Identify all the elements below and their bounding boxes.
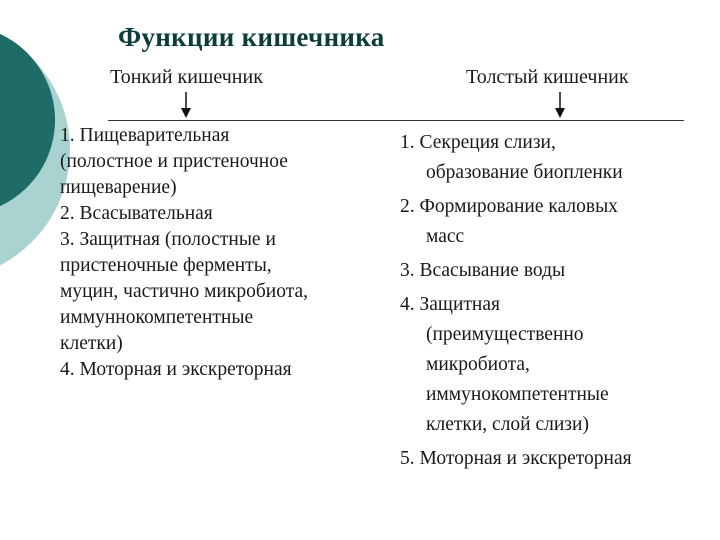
left-column-heading: Тонкий кишечник [110,66,263,88]
left-line: пищеварение) [60,177,177,198]
right-line: 3. Всасывание воды [400,260,566,281]
right-line: микробиота, [426,354,530,375]
left-line: (полостное и пристеночное [60,151,288,172]
divider-line [108,120,684,121]
right-line: (преимущественно [426,324,584,345]
left-arrow-icon [181,92,191,118]
left-line: 2. Всасывательная [60,203,213,224]
right-line: образование биопленки [426,162,623,183]
page-title: Функции кишечника [118,22,385,52]
large-intestine-functions [400,130,632,472]
left-line: 3. Защитная (полостные и [60,229,276,250]
left-line: муцин, частично микробиота, [60,281,308,302]
left-line: иммуннокомпетентные [60,307,254,328]
right-line: 1. Секреция слизи, [400,132,556,153]
small-intestine-functions [60,123,308,383]
left-line: 4. Моторная и экскреторная [60,359,292,380]
left-line: 1. Пищеварительная [60,125,230,146]
right-line: иммунокомпетентные [426,384,609,405]
right-line: клетки, слой слизи) [426,414,589,435]
right-line: масс [426,226,465,247]
left-line: пристеночные ферменты, [60,255,272,276]
right-line: 5. Моторная и экскреторная [400,448,632,469]
right-line: 2. Формирование каловых [400,196,618,217]
right-column-heading: Толстый кишечник [466,66,629,88]
left-line: клетки) [60,333,123,354]
right-line: 4. Защитная [400,294,500,315]
right-arrow-icon [555,92,565,118]
